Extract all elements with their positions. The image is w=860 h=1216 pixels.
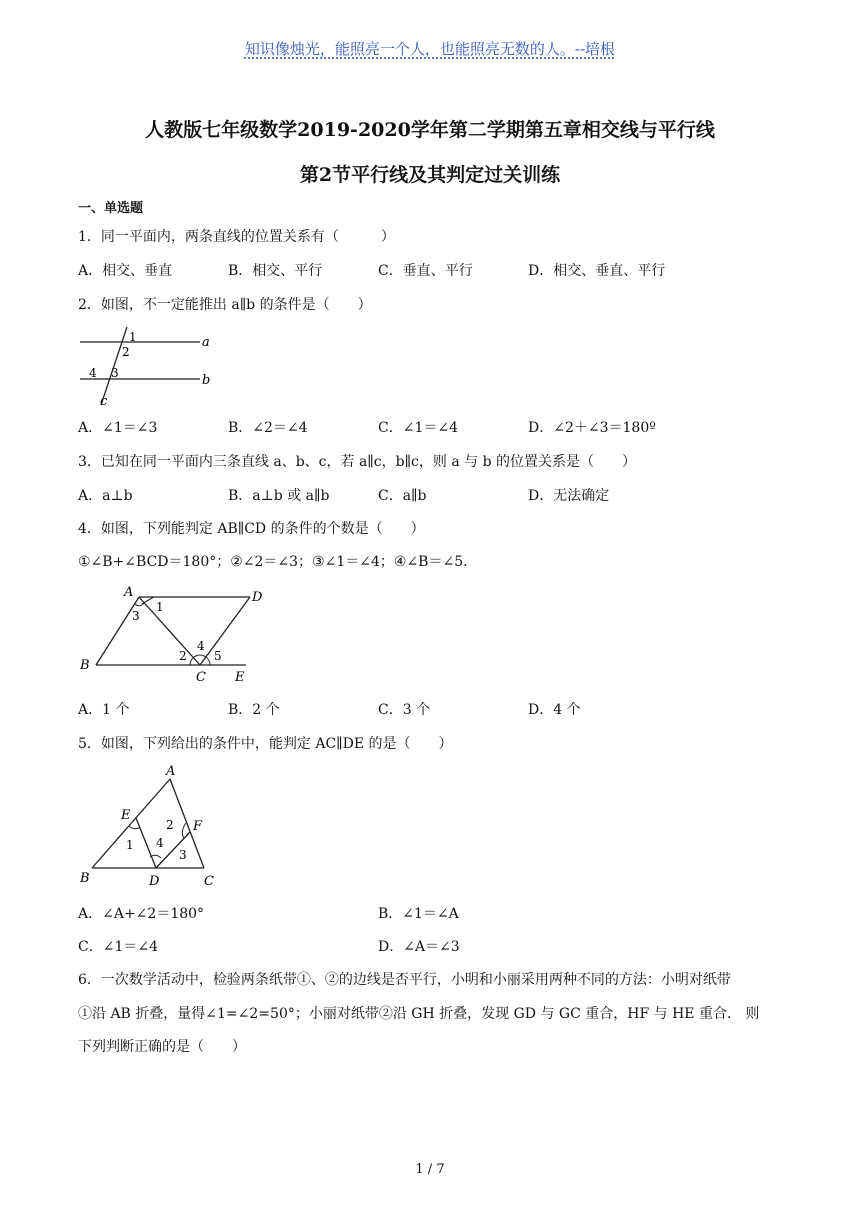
q4-label-1: 1 [156, 600, 164, 614]
q5-option-a: A．∠A+∠2＝180° [78, 906, 205, 922]
q3-option-d: D．无法确定 [528, 488, 610, 504]
q4-label-e: E [235, 670, 245, 685]
q4-label-5: 5 [214, 649, 222, 663]
q6-stem-line2: ①沿 AB 折叠，量得∠1=∠2=50°；小丽对纸带②沿 GH 折叠，发现 GD 与 GC 重合，HF 与 HE 重合． 则 [78, 1006, 760, 1022]
q2-label-4: 4 [89, 366, 97, 380]
q4-label-b: B [80, 658, 90, 673]
q2-label-a: a [202, 335, 210, 350]
page-number: 1 / 7 [415, 1162, 445, 1177]
page-header-quote: 知识像烛光，能照亮一个人，也能照亮无数的人。--培根 [244, 40, 616, 58]
section-heading: 一、单选题 [78, 201, 144, 216]
q2-option-a: A．∠1＝∠3 [78, 420, 158, 436]
q2-label-2: 2 [122, 345, 130, 359]
q5-label-f: F [193, 819, 203, 834]
q4-label-3: 3 [132, 609, 140, 623]
q1-option-b: B．相交、平行 [228, 263, 323, 279]
q5-label-c: C [204, 874, 214, 889]
q4-label-c: C [196, 670, 206, 685]
q2-figure [78, 325, 218, 410]
q1-option-c: C．垂直、平行 [378, 263, 473, 279]
q2-option-d: D．∠2＋∠3＝180º [528, 420, 656, 436]
q5-option-c: C．∠1＝∠4 [78, 939, 158, 955]
q4-option-d: D．4 个 [528, 702, 581, 718]
q4-label-d: D [252, 590, 263, 605]
q1-stem: 1．同一平面内，两条直线的位置关系有（ ） [78, 229, 395, 245]
q4-label-a: A [124, 585, 134, 600]
q5-option-d: D．∠A＝∠3 [378, 939, 460, 955]
q3-option-c: C．a∥b [378, 488, 427, 504]
q2-option-c: C．∠1＝∠4 [378, 420, 458, 436]
document-subtitle: 第2节平行线及其判定过关训练 [299, 164, 561, 186]
q6-stem-line3: 下列判断正确的是（ ） [78, 1039, 246, 1055]
q5-label-3: 3 [179, 848, 187, 862]
q4-option-c: C．3 个 [378, 702, 431, 718]
q5-label-a: A [166, 764, 176, 779]
q4-option-a: A．1 个 [78, 702, 130, 718]
document-title: 人教版七年级数学2019-2020学年第二学期第五章相交线与平行线 [145, 119, 715, 141]
q5-label-1: 1 [126, 838, 134, 852]
q4-label-2: 2 [179, 649, 187, 663]
q3-option-a: A．a⊥b [78, 488, 133, 504]
q5-label-d: D [149, 874, 160, 889]
q1-option-d: D．相交、垂直、平行 [528, 263, 666, 279]
q4-stem: 4．如图，下列能判定 AB∥CD 的条件的个数是（ ） [78, 521, 425, 537]
q2-label-c: c [100, 394, 108, 409]
q2-stem: 2．如图，不一定能推出 a∥b 的条件是（ ） [78, 297, 372, 313]
q3-option-b: B．a⊥b 或 a∥b [228, 488, 330, 504]
q1-option-a: A．相交、垂直 [78, 263, 173, 279]
q4-label-4: 4 [197, 639, 205, 653]
q4-conditions: ①∠B+∠BCD＝180°；②∠2＝∠3；③∠1＝∠4；④∠B＝∠5． [78, 554, 478, 570]
q6-stem-line1: 6．一次数学活动中，检验两条纸带①、②的边线是否平行，小明和小丽采用两种不同的方法：小明对纸带 [78, 972, 731, 988]
q5-label-b: B [80, 871, 90, 886]
q5-label-e: E [121, 808, 131, 823]
q2-label-3: 3 [111, 366, 119, 380]
q2-label-1: 1 [129, 330, 137, 344]
q5-label-2: 2 [166, 818, 174, 832]
q5-label-4: 4 [156, 836, 164, 850]
q5-stem: 5．如图，下列给出的条件中，能判定 AC∥DE 的是（ ） [78, 736, 453, 752]
q5-figure [78, 761, 223, 889]
q2-label-b: b [202, 373, 211, 388]
q5-option-b: B．∠1＝∠A [378, 906, 459, 922]
q2-option-b: B．∠2＝∠4 [228, 420, 308, 436]
q4-option-b: B．2 个 [228, 702, 280, 718]
q3-stem: 3．已知在同一平面内三条直线 a、b、c，若 a∥c，b∥c，则 a 与 b 的位置关系是（ ） [78, 454, 636, 470]
q4-figure [78, 582, 278, 690]
